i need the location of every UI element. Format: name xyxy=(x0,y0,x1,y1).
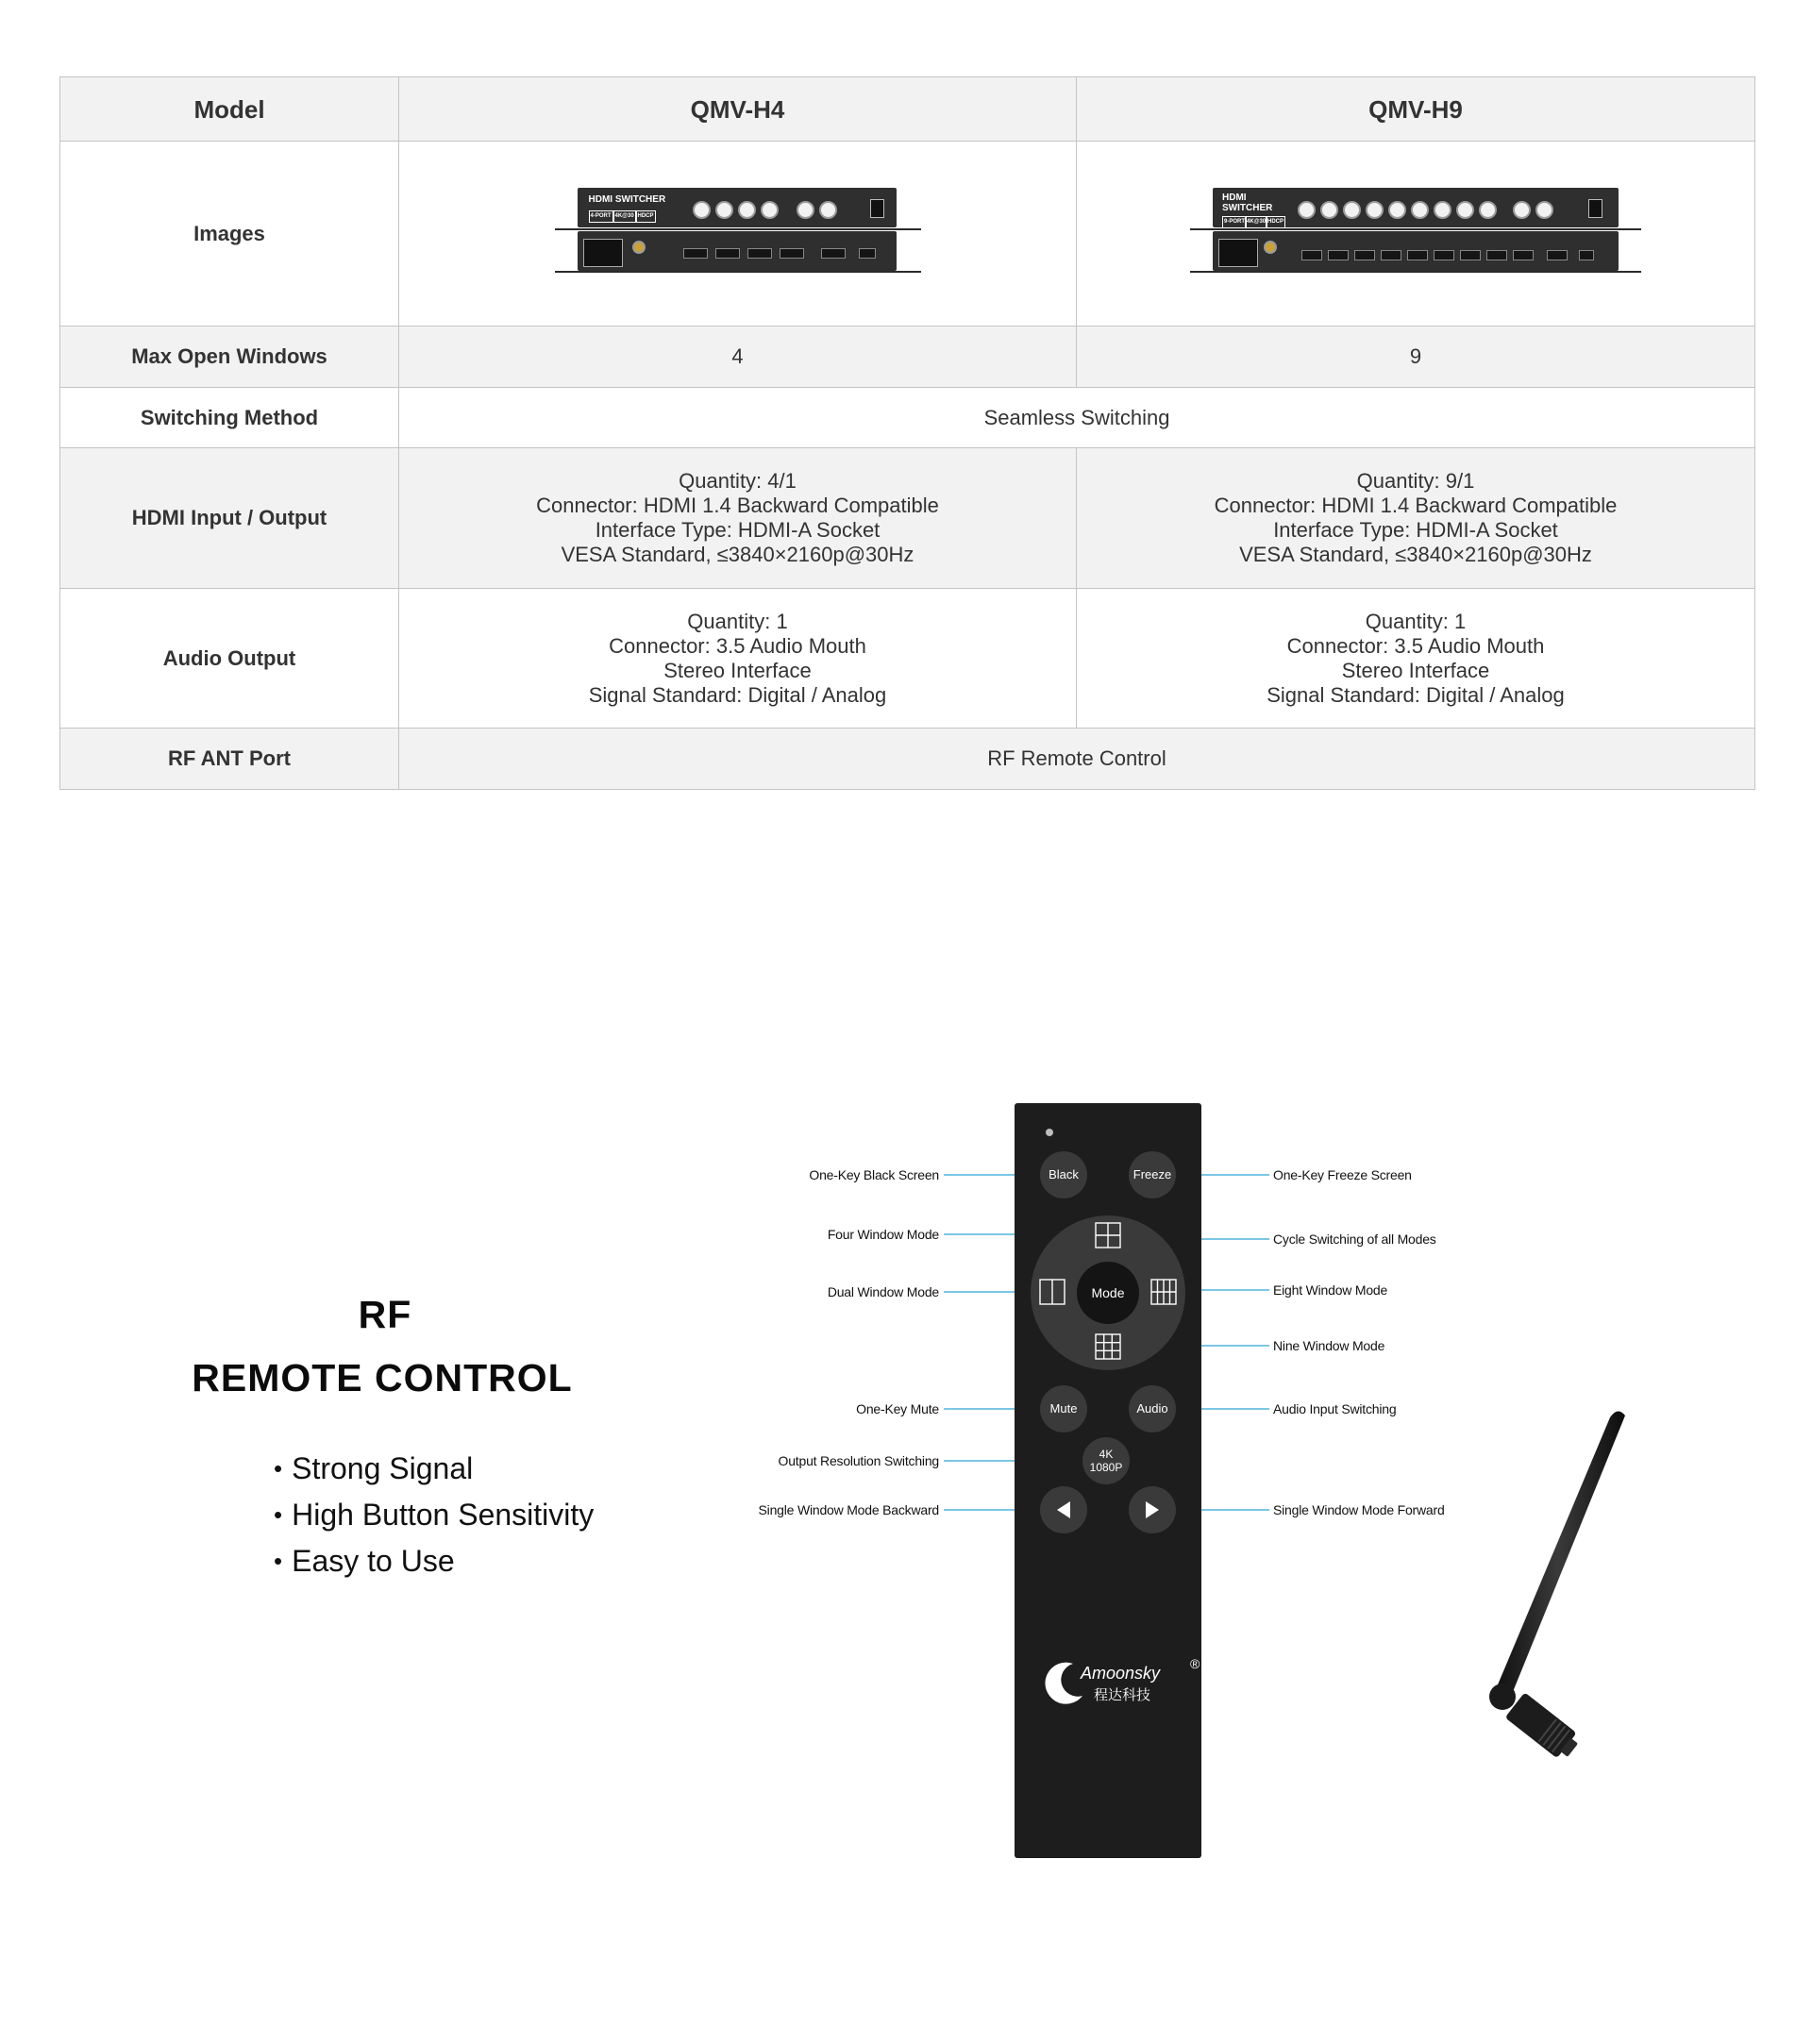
row-label-audio: Audio Output xyxy=(60,589,399,729)
callout-cycle: Cycle Switching of all Modes xyxy=(1273,1231,1436,1247)
row-label-switching: Switching Method xyxy=(60,388,399,448)
header-qmv-h4: QMV-H4 xyxy=(399,77,1077,142)
device-title-text: HDMI xyxy=(1222,192,1247,203)
callout-audio-input: Audio Input Switching xyxy=(1273,1401,1397,1416)
brand-name: Amoonsky xyxy=(1081,1664,1161,1683)
triangle-right-icon xyxy=(1144,1500,1161,1519)
callout-mute: One-Key Mute xyxy=(856,1401,939,1416)
cell-line: Quantity: 4/1 xyxy=(679,469,797,493)
cell-line: Connector: 3.5 Audio Mouth xyxy=(1286,633,1545,658)
four-window-icon[interactable] xyxy=(1095,1222,1121,1248)
device-tag-text: 4-PORT xyxy=(589,210,613,223)
callout-backward: Single Window Mode Backward xyxy=(758,1502,939,1517)
nine-window-icon[interactable] xyxy=(1095,1333,1121,1360)
mute-button[interactable]: Mute xyxy=(1040,1385,1087,1432)
device-tag-text: 4K@30 xyxy=(1245,216,1267,228)
antenna-image xyxy=(1416,1397,1661,1774)
row-label-images: Images xyxy=(60,142,399,327)
triangle-left-icon xyxy=(1055,1500,1072,1519)
forward-button[interactable] xyxy=(1129,1486,1176,1533)
resolution-button[interactable] xyxy=(1082,1437,1130,1484)
device-tag-text: HDCP xyxy=(636,210,656,223)
rf-remote xyxy=(1015,1103,1201,1858)
row-label-max-windows: Max Open Windows xyxy=(60,327,399,388)
cell-line: Stereo Interface xyxy=(663,658,812,682)
resolution-label-4k: 4K xyxy=(1099,1448,1114,1461)
brand-subtitle: 程达科技 xyxy=(1094,1687,1151,1703)
cell-max-windows-h9: 9 xyxy=(1077,327,1755,388)
cell-line: Quantity: 1 xyxy=(1365,609,1467,633)
cell-line: VESA Standard, ≤3840×2160p@30Hz xyxy=(1239,543,1592,566)
freeze-button[interactable]: Freeze xyxy=(1129,1151,1176,1198)
black-button[interactable]: Black xyxy=(1040,1151,1087,1198)
cell-max-windows-h4: 4 xyxy=(399,327,1077,388)
device-title-text: SWITCHER xyxy=(1222,202,1273,213)
callout-forward: Single Window Mode Forward xyxy=(1273,1502,1445,1517)
callout-dual-window: Dual Window Mode xyxy=(827,1284,939,1299)
device-tag-text: 9-PORT xyxy=(1222,216,1247,228)
cell-line: Signal Standard: Digital / Analog xyxy=(1267,682,1565,707)
callout-eight-window: Eight Window Mode xyxy=(1273,1282,1388,1298)
resolution-label-1080p: 1080P xyxy=(1089,1461,1123,1474)
cell-line: VESA Standard, ≤3840×2160p@30Hz xyxy=(561,543,914,566)
feature-item: • Easy to Use xyxy=(274,1539,594,1585)
callout-nine-window: Nine Window Mode xyxy=(1273,1338,1385,1353)
row-label-hdmi: HDMI Input / Output xyxy=(60,448,399,589)
feature-item: • High Button Sensitivity xyxy=(274,1493,594,1539)
cell-line: Connector: HDMI 1.4 Backward Compatible xyxy=(1214,494,1618,517)
cell-line: Quantity: 9/1 xyxy=(1356,469,1475,493)
rf-title-line1: RF xyxy=(358,1293,412,1336)
cell-line: Quantity: 1 xyxy=(687,609,788,633)
dual-window-icon[interactable] xyxy=(1039,1279,1065,1305)
cell-line: Interface Type: HDMI-A Socket xyxy=(1273,518,1558,542)
cell-line: Interface Type: HDMI-A Socket xyxy=(595,518,881,542)
brand-registered: ® xyxy=(1190,1656,1200,1671)
callout-output-res: Output Resolution Switching xyxy=(778,1453,939,1468)
device-tag-text: HDCP xyxy=(1266,216,1285,228)
callout-black-screen: One-Key Black Screen xyxy=(809,1167,939,1182)
mode-button[interactable]: Mode xyxy=(1077,1262,1139,1324)
cell-rf: RF Remote Control xyxy=(399,729,1755,790)
callout-freeze-screen: One-Key Freeze Screen xyxy=(1273,1167,1412,1182)
eight-window-icon[interactable] xyxy=(1150,1279,1177,1305)
cell-line: Signal Standard: Digital / Analog xyxy=(588,682,887,707)
device-tag-text: 4K@30 xyxy=(613,210,636,223)
device-title-text: HDMI SWITCHER xyxy=(588,193,666,205)
cell-switching: Seamless Switching xyxy=(399,388,1755,448)
row-label-rf: RF ANT Port xyxy=(60,729,399,790)
audio-button[interactable]: Audio xyxy=(1129,1385,1176,1432)
header-qmv-h9: QMV-H9 xyxy=(1077,77,1755,142)
status-led xyxy=(1046,1129,1053,1136)
backward-button[interactable] xyxy=(1040,1486,1087,1533)
cell-line: Stereo Interface xyxy=(1341,658,1490,682)
cell-line: Connector: 3.5 Audio Mouth xyxy=(609,633,866,658)
feature-item: • Strong Signal xyxy=(274,1447,594,1493)
rf-title-line2: REMOTE CONTROL xyxy=(192,1356,573,1399)
cell-line: Connector: HDMI 1.4 Backward Compatible xyxy=(536,494,939,517)
callout-four-window: Four Window Mode xyxy=(827,1227,939,1242)
header-model: Model xyxy=(60,77,399,142)
